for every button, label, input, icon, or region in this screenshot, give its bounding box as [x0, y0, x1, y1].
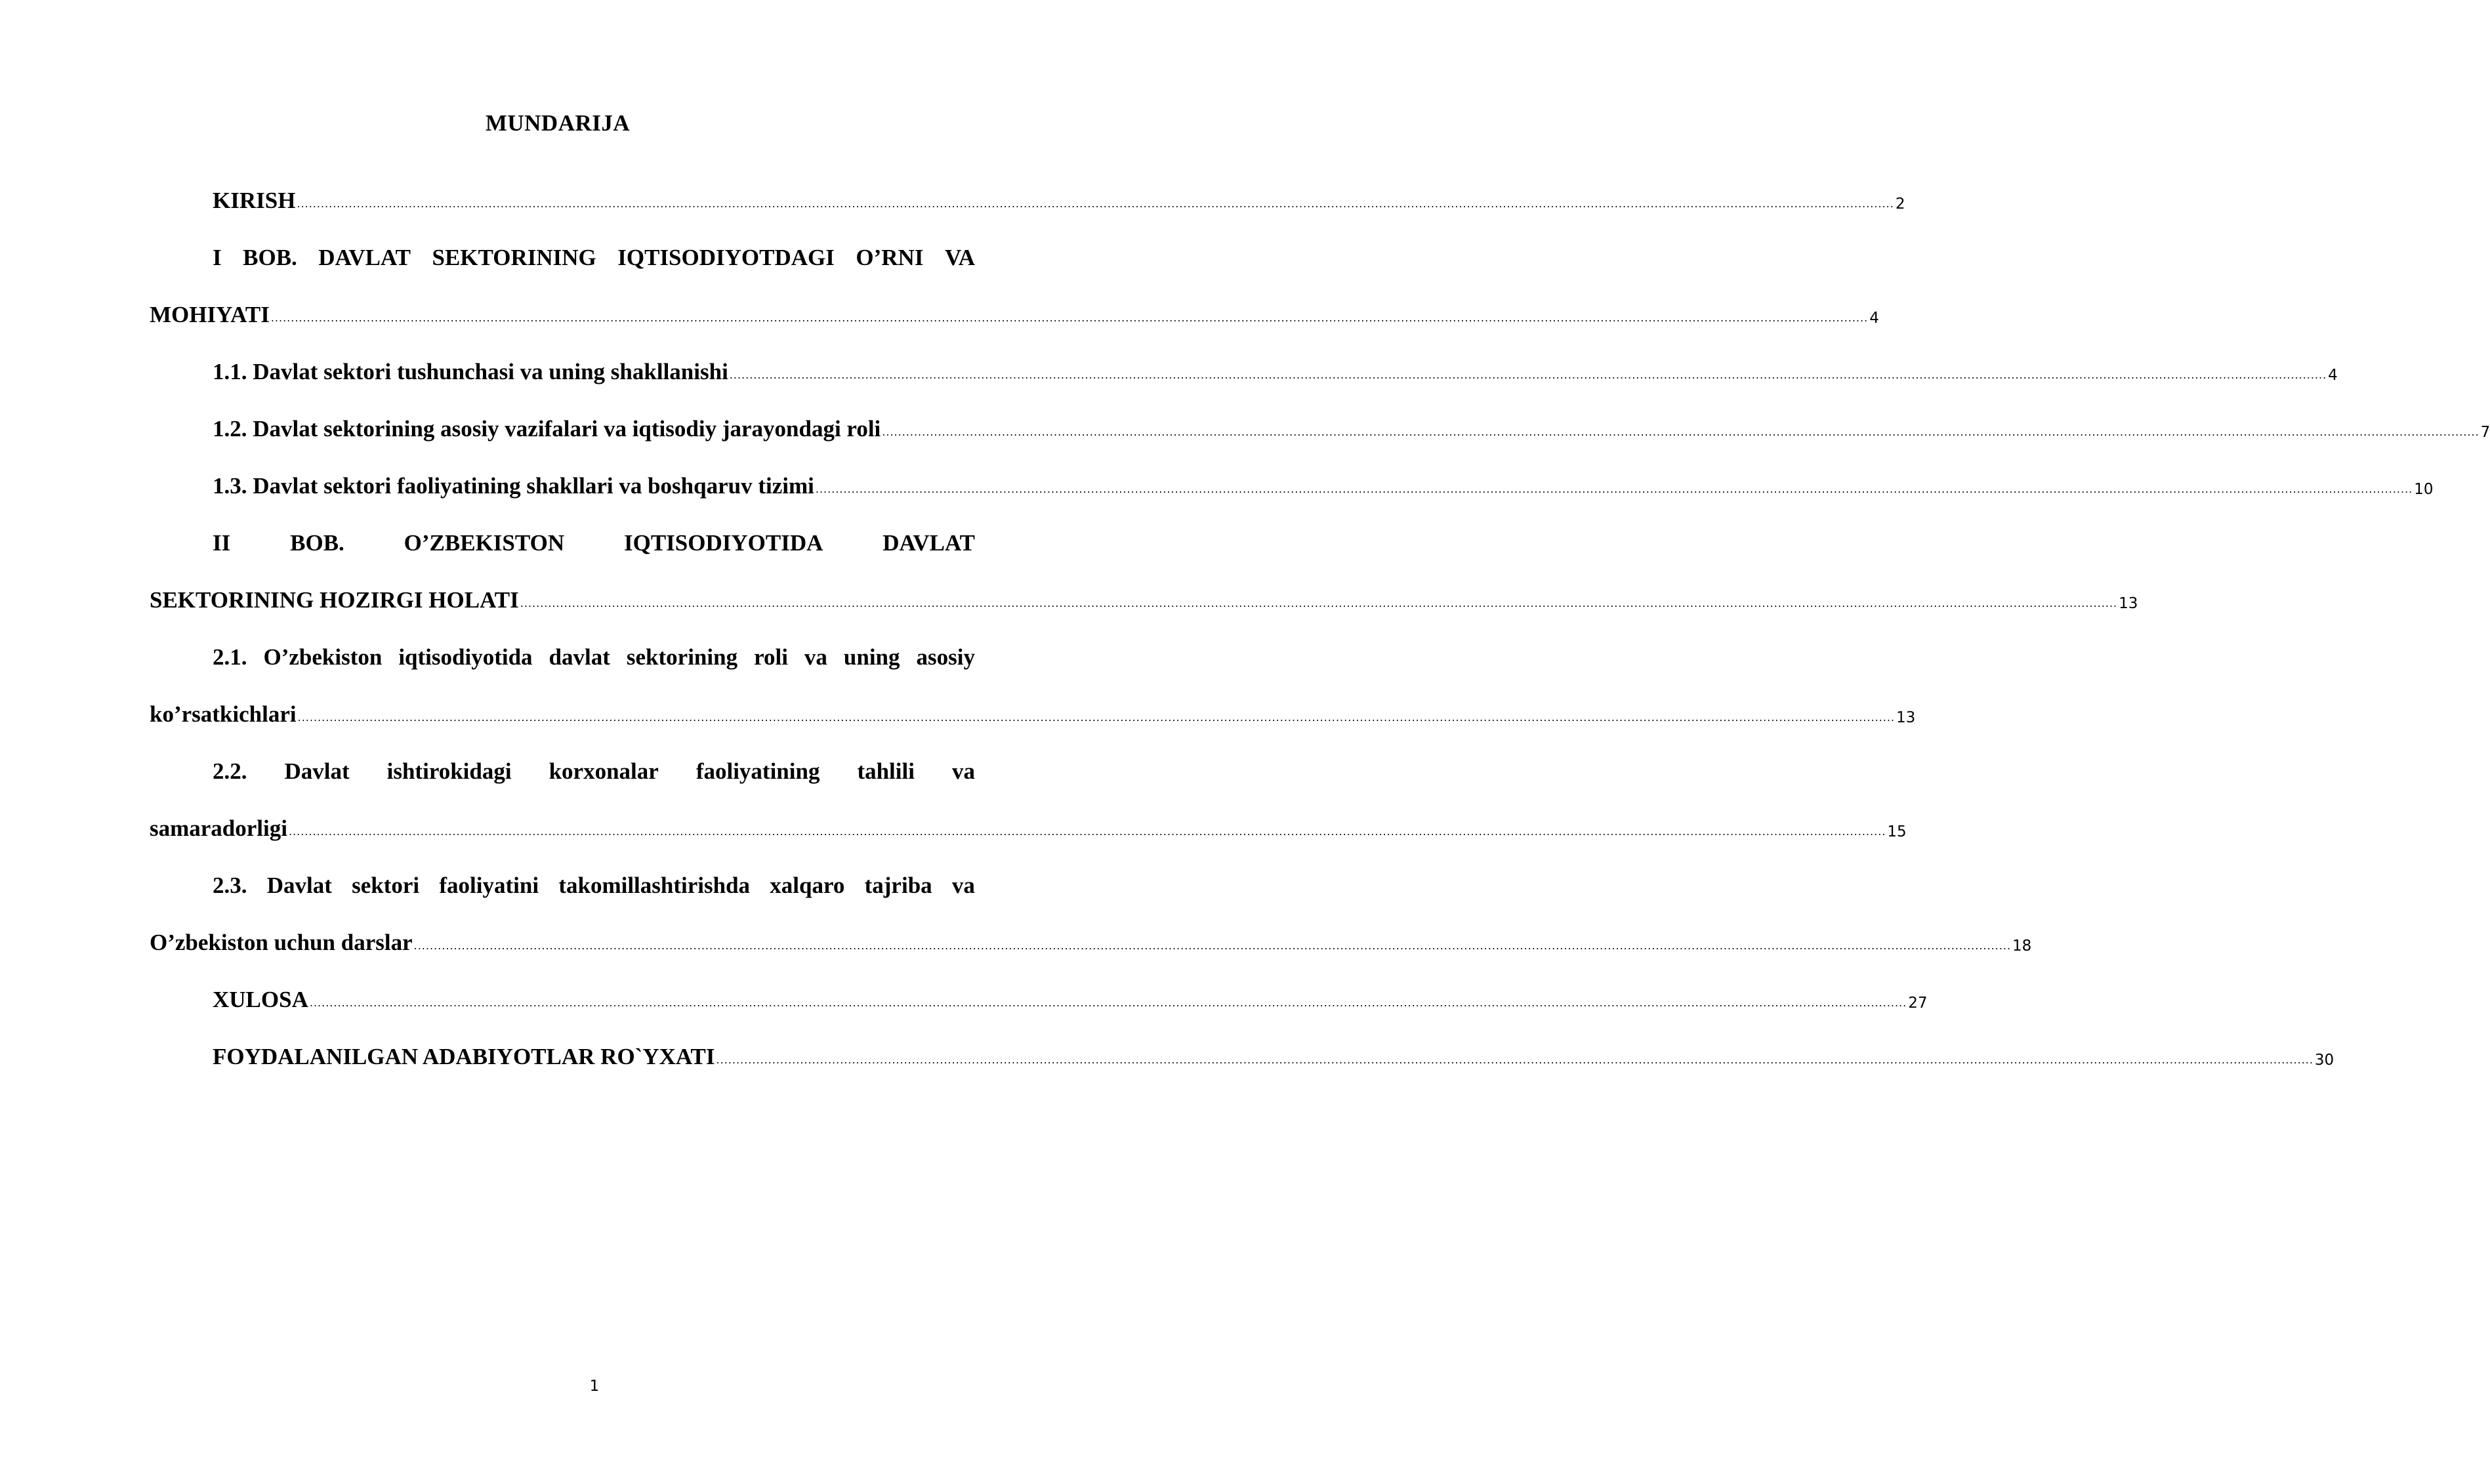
toc-entry-label: MOHIYATI	[150, 302, 270, 327]
toc-word: tajriba	[864, 873, 932, 898]
toc-word: IQTISODIYOTIDA	[623, 530, 823, 556]
dot-leader: ................................................................................................................................................................................................................................................................................................................................................................................................................	[729, 369, 2327, 381]
toc-word: Davlat	[284, 758, 350, 784]
dot-leader: ................................................................................................................................................................................................................................................................................................................................................................................................................	[413, 939, 2011, 952]
dot-leader: ................................................................................................................................................................................................................................................................................................................................................................................................................	[716, 1054, 2314, 1066]
toc-entry-bob1-line2[interactable]	[150, 278, 1879, 335]
toc-word: va	[951, 873, 975, 898]
toc-word: 2.3.	[213, 873, 247, 898]
toc-entry-2-3-line2[interactable]	[150, 906, 2032, 963]
toc-word: faoliyatining	[695, 758, 820, 784]
toc-entry-label: FOYDALANILGAN ADABIYOTLAR RO`YXATI	[213, 1044, 715, 1069]
toc-word: korxonalar	[549, 758, 659, 784]
toc-entry-label: SEKTORINING HOZIRGI HOLATI	[150, 587, 519, 613]
toc-word: O’ZBEKISTON	[404, 530, 565, 556]
toc-page-number: 30	[2314, 1052, 2334, 1069]
toc-entry-label: ko’rsatkichlari	[150, 701, 297, 727]
toc-entry-label: samaradorligi	[150, 815, 287, 841]
dot-leader: ................................................................................................................................................................................................................................................................................................................................................................................................................	[288, 825, 1886, 838]
toc-entry-2-3-line1[interactable]	[150, 849, 975, 906]
dot-leader: ................................................................................................................................................................................................................................................................................................................................................................................................................	[270, 312, 1869, 324]
page-number: 1	[589, 1378, 600, 1395]
dot-leader: ................................................................................................................................................................................................................................................................................................................................................................................................................	[297, 711, 1895, 724]
toc-word: ishtirokidagi	[386, 758, 512, 784]
dot-leader: ................................................................................................................................................................................................................................................................................................................................................................................................................	[309, 997, 1907, 1009]
toc-page-number: 10	[2414, 481, 2434, 498]
toc-page-number: 27	[1908, 995, 1928, 1012]
toc-page-number: 7	[2480, 424, 2490, 441]
dot-leader: ................................................................................................................................................................................................................................................................................................................................................................................................................	[882, 426, 2480, 438]
toc-word: SEKTORINING	[432, 245, 596, 270]
toc-word: IQTISODIYOTDAGI	[617, 245, 835, 270]
toc-word: II	[213, 530, 231, 556]
toc-word: roli	[754, 644, 788, 670]
toc-word: takomillashtirishda	[558, 873, 751, 898]
toc-entry-label: KIRISH	[213, 188, 296, 213]
toc-entry-label: 1.1. Davlat sektori tushunchasi va uning shakllanishi	[213, 359, 728, 384]
toc-word: tahlili	[857, 758, 915, 784]
toc-entry-adabiyotlar[interactable]	[150, 1020, 2334, 1077]
toc-entry-label: 1.2. Davlat sektorining asosiy vazifalari va iqtisodiy jarayondagi roli	[213, 416, 881, 442]
toc-page-number: 13	[1896, 709, 1916, 726]
toc-entry-2-2-line1[interactable]	[150, 735, 975, 792]
toc-word: DAVLAT	[882, 530, 975, 556]
toc-page-number: 18	[2012, 938, 2032, 955]
toc-entry-1-1[interactable]	[150, 335, 2338, 392]
toc-entry-2-2-line2[interactable]	[150, 792, 1907, 849]
toc-entry-label: O’zbekiston uchun darslar	[150, 930, 413, 955]
toc-word: I	[213, 245, 222, 270]
toc-word: BOB.	[243, 245, 297, 270]
toc-entry-kirish[interactable]	[150, 164, 1905, 221]
toc-word: asosiy	[916, 644, 975, 670]
page-title: MUNDARIJA	[485, 110, 631, 136]
toc-entry-2-1-line2[interactable]	[150, 678, 1916, 735]
dot-leader: ................................................................................................................................................................................................................................................................................................................................................................................................................	[520, 597, 2118, 609]
toc-page-number: 4	[1869, 310, 1879, 327]
toc-entry-2-1-line1[interactable]	[150, 621, 975, 678]
toc-page-number: 13	[2119, 595, 2138, 612]
toc-entry-bob1-line1[interactable]	[150, 221, 975, 278]
toc-entry-label: 1.3. Davlat sektori faoliyatining shakllari va boshqaruv tizimi	[213, 473, 814, 499]
toc-word: 2.2.	[213, 758, 247, 784]
toc-entry-bob2-line2[interactable]	[150, 564, 2138, 621]
toc-word: O’RNI	[856, 245, 924, 270]
toc-word: iqtisodiyotida	[398, 644, 533, 670]
toc-entry-1-3[interactable]	[150, 449, 2434, 506]
toc-word: uning	[843, 644, 900, 670]
toc-word: O’zbekiston	[263, 644, 383, 670]
table-of-contents	[150, 164, 2490, 1077]
toc-entry-xulosa[interactable]	[150, 963, 1928, 1020]
toc-word: VA	[944, 245, 975, 270]
toc-word: Davlat	[266, 873, 332, 898]
toc-page-number: 2	[1895, 196, 1905, 213]
dot-leader: ................................................................................................................................................................................................................................................................................................................................................................................................................	[297, 197, 1894, 210]
toc-word: davlat	[549, 644, 610, 670]
toc-entry-1-2[interactable]	[150, 392, 2490, 449]
dot-leader: ................................................................................................................................................................................................................................................................................................................................................................................................................	[815, 483, 2413, 495]
toc-word: xalqaro	[770, 873, 845, 898]
toc-word: faoliyatini	[439, 873, 539, 898]
toc-word: BOB.	[290, 530, 344, 556]
toc-word: va	[804, 644, 827, 670]
toc-entry-bob2-line1[interactable]	[150, 506, 975, 564]
toc-word: 2.1.	[213, 644, 247, 670]
toc-entry-label: XULOSA	[213, 987, 308, 1012]
toc-page-number: 15	[1887, 823, 1907, 840]
toc-page-number: 4	[2328, 367, 2338, 384]
toc-word: sektorining	[626, 644, 738, 670]
toc-word: va	[951, 758, 975, 784]
toc-word: sektori	[352, 873, 420, 898]
toc-word: DAVLAT	[318, 245, 411, 270]
